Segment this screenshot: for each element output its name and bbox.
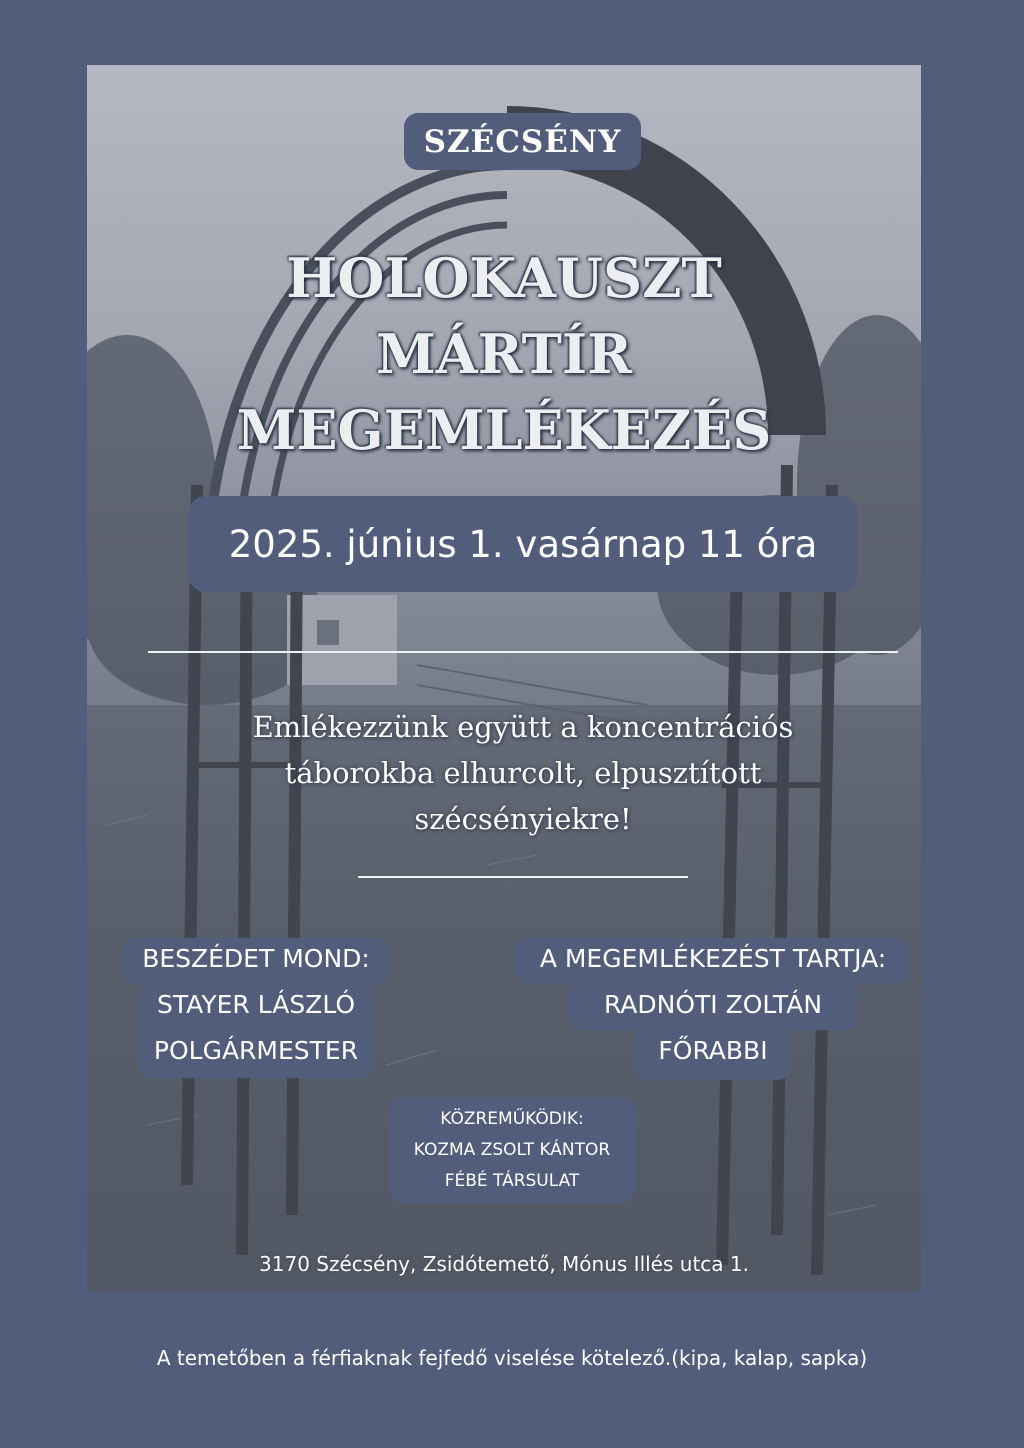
title-line-1: HOLOKAUSZT [286,246,722,310]
message-line-1: Emlékezzünk együtt a koncentrációs [252,710,794,744]
speaker-name: STAYER LÁSZLÓ [156,990,356,1019]
speaker-role: POLGÁRMESTER [153,1036,359,1065]
message-line-3: szécsényiekre! [414,802,632,836]
divider-top [148,651,898,653]
officiant-heading: A MEGEMLÉKEZÉST TARTJA: [539,944,887,973]
message-line-2: táborokba elhurcolt, elpusztított [284,756,762,790]
speaker-block [122,932,390,1084]
contributor-company: FÉBÉ TÁRSULAT [444,1170,580,1191]
town-name: SZÉCSÉNY [423,123,622,160]
contributor-cantor: KOZMA ZSOLT KÁNTOR [413,1139,611,1160]
venue-address: 3170 Szécsény, Zsidótemető, Mónus Illés utca 1. [259,1252,749,1276]
title-line-3: MEGEMLÉKEZÉS [236,398,772,462]
event-date-badge [188,496,858,592]
officiant-role: FŐRABBI [658,1036,768,1065]
remembrance-message [150,704,896,842]
officiant-block [516,932,910,1084]
contributors-block [389,1097,635,1203]
contributors-heading: KÖZREMŰKÖDIK: [440,1108,584,1129]
divider-bottom [358,876,688,878]
title-line-2: MÁRTÍR [376,322,632,386]
event-date: 2025. június 1. vasárnap 11 óra [228,522,818,566]
speaker-heading: BESZÉDET MOND: [142,944,370,973]
headcovering-note: A temetőben a férfiaknak fejfedő viselése kötelező.(kipa, kalap, sapka) [156,1346,868,1370]
town-name-badge [404,113,641,170]
officiant-name: RADNÓTI ZOLTÁN [603,990,823,1019]
event-title [87,240,921,468]
